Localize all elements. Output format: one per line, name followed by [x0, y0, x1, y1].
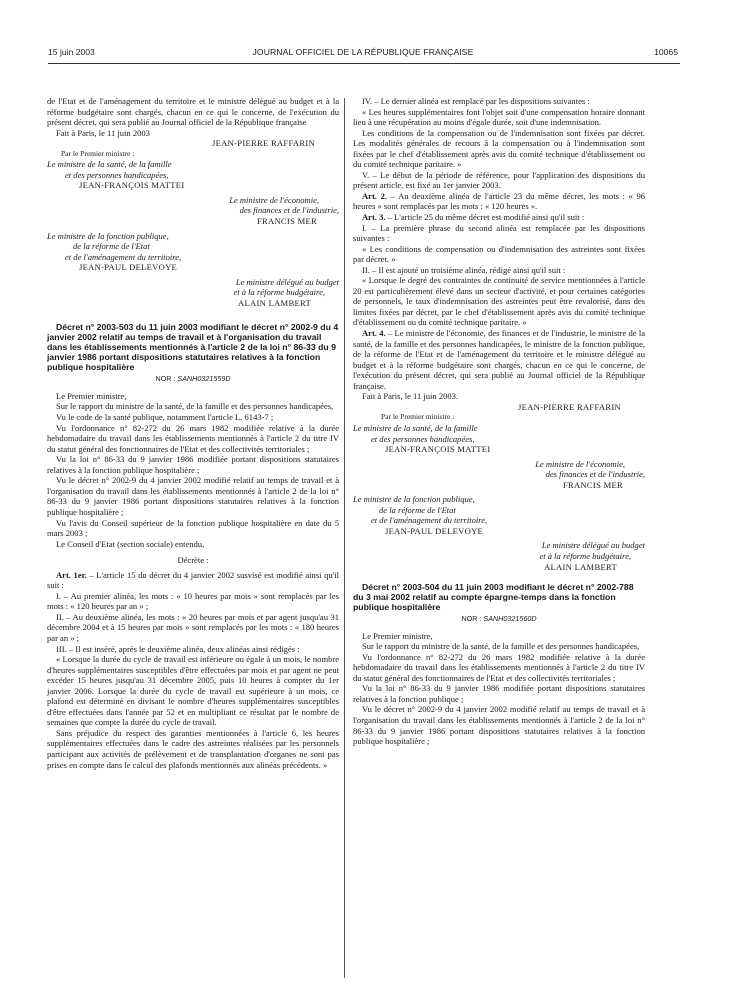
- par-premier-ministre-2: Par le Premier ministre :: [381, 412, 455, 422]
- nor-line-2: [353, 614, 645, 625]
- article-1-v: V. – Le début de la période de référence, pour l'application des dispositions du présent article, est fixé au 1er janvier 2003.: [353, 169, 645, 191]
- article-4: [353, 328, 645, 391]
- par-premier-ministre: Par le Premier ministre :: [61, 148, 135, 158]
- header-date: 15 juin 2003: [48, 47, 95, 57]
- article-3-i: I. – La première phrase du second alinéa est remplacée par les dispositions suivantes :: [353, 222, 645, 244]
- article-3-text: – L'article 25 du même décret est modifié ainsi qu'il suit :: [385, 212, 585, 223]
- budget-title-1: Le ministre délégué au budget: [235, 276, 339, 287]
- decree-504-title: Décret n° 2003-504 du 11 juin 2003 modifiant le décret n° 2002-788 du 3 mai 2002 relatif au compte épargne-temps dans la fonction publique hospitalière: [353, 582, 634, 613]
- eco-minister-name-2: FRANCIS MER: [562, 479, 623, 490]
- intro-paragraph: de l'Etat et de l'aménagement du territoire et le ministre délégué au budget et à la réforme budgétaire sont chargés, chacun en ce qui le concerne, de l'exécution du présent décret, qui sera publié au Journal officiel de la République française: [47, 96, 339, 128]
- header-journal-title: JOURNAL OFFICIEL DE LA RÉPUBLIQUE FRANÇAISE: [252, 47, 474, 57]
- sante-title-1: Le ministre de la santé, de la famille: [47, 159, 172, 170]
- right-column: [353, 96, 645, 747]
- article-3: [353, 212, 645, 223]
- budget-minister-name: ALAIN LAMBERT: [238, 297, 311, 308]
- eco-minister-name: FRANCIS MER: [256, 216, 317, 227]
- visa-code-sante: Vu le code de la santé publique, notamment l'article L. 6143-7 ;: [56, 412, 274, 423]
- article-1: [47, 570, 339, 591]
- fp-title-1-2: Le ministre de la fonction publique,: [353, 494, 475, 505]
- budget-title-2-2: et à la réforme budgétaire,: [539, 550, 631, 561]
- budget-minister-name-2: ALAIN LAMBERT: [544, 561, 617, 572]
- nor-code: SANH0321559D: [177, 374, 231, 384]
- budget-title-2: et à la réforme budgétaire,: [233, 287, 325, 298]
- signing-date-2: Fait à Paris, le 11 juin 2003.: [362, 391, 459, 402]
- article-1-text: – L'article 15 du décret du 4 janvier 2002 susvisé est modifié ainsi qu'il suit :: [47, 569, 339, 591]
- decree-503-title: Décret n° 2003-503 du 11 juin 2003 modifiant le décret n° 2002-9 du 4 janvier 2002 relatif au temps de travail et à l'organisation du travail dans les établissements mentionnés à l'article 2 de la loi n° 86-33 du 9 janvier 1986 portant dispositions statutaires relatives à la fonction publique hospitalière: [47, 322, 339, 373]
- nor-prefix: NOR :: [155, 374, 176, 384]
- signature-prime-minister-2: JEAN-PIERRE RAFFARIN: [518, 401, 621, 412]
- budget-title-1-2: Le ministre délégué au budget: [541, 540, 645, 551]
- visa-conseil-etat: Le Conseil d'Etat (section sociale) entendu,: [56, 538, 205, 549]
- visa-loi-86-33: Vu la loi n° 86-33 du 9 janvier 1986 modifiée portant dispositions statutaires relatives à la fonction publique hospitalière ;: [47, 454, 339, 475]
- nor-line: [47, 374, 339, 385]
- fp-minister-name-2: JEAN-PAUL DELEVOYE: [385, 525, 484, 536]
- article-1-quote-4: Les conditions de la compensation ou de l'indemnisation sont fixées par décret. Les modalités générales de recours à la compensation ou à l'indemnisation sont fixées par le chef d'établissement après avis du comité technique d'établissement ou du comité technique paritaire. »: [353, 127, 645, 170]
- sante-title-1-2: Le ministre de la santé, de la famille: [353, 422, 478, 433]
- article-1-quote-1: « Lorsque la durée du cycle de travail est inférieure ou égale à un mois, le nombre d'heures supplémentaires susceptibles d'être effectuées par mois et par agent ne peut excéder 15 heures jusqu'au 31 décembre 2005, puis 10 heures à compter du 1er janvier 2006. Lorsque la durée du cycle de travail est supérieure à un mois, ce plafond est déterminé en divisant le nombre d'heures supplémentaires susceptibles d'être effectuées dans l'année par 52 et en multipliant ce résultat par le nombre de semaines que compte la durée du cycle de travail.: [47, 654, 339, 728]
- signing-date: Fait à Paris, le 11 juin 2003: [56, 127, 150, 138]
- nor-prefix-2: NOR :: [461, 614, 482, 624]
- visa-rapport-2: Sur le rapport du ministre de la santé, de la famille et des personnes handicapées,: [362, 641, 640, 652]
- eco-title-2: des finances et de l'industrie,: [239, 205, 339, 216]
- visa-loi-86-33-2: Vu la loi n° 86-33 du 9 janvier 1986 modifiée portant dispositions statutaires relatives à la fonction publique ;: [353, 683, 645, 704]
- visa-decret-2002-9-2: Vu le décret n° 2002-9 du 4 janvier 2002 modifié relatif au temps de travail et à l'organisation du travail dans les établissements mentionnés à l'article 2 de la loi n° 86-33 du 9 janvier 1986 portant dispositions statutaires relatives à la fonction publique hospitalière ;: [353, 704, 645, 747]
- header-rule: [48, 63, 680, 64]
- signature-prime-minister: JEAN-PIERRE RAFFARIN: [212, 138, 315, 149]
- article-3-quote-2: « Lorsque le degré des contraintes de continuité de service mentionnées à l'article 20 est particulièrement élevé dans un secteur d'activité, et pour certaines catégories de personnels, le taux d'indemnisation des astreintes peut être revalorisé, dans des limites fixées par décret, par le chef d'établissement après avis du comité technique d'établissement ou du comité technique paritaire. »: [353, 275, 645, 328]
- article-3-quote-1: « Les conditions de compensation ou d'indemnisation des astreintes sont fixées par décret. »: [353, 243, 645, 265]
- visa-rapport: Sur le rapport du ministre de la santé, de la famille et des personnes handicapées,: [56, 401, 334, 412]
- sante-title-2: et des personnes handicapées,: [65, 169, 169, 180]
- signature-block-1: [47, 138, 339, 308]
- header-page-number: 10065: [654, 47, 678, 57]
- fp-title-3-2: et de l'aménagement du territoire,: [371, 515, 488, 526]
- visa-premier-ministre: Le Premier ministre,: [56, 390, 127, 401]
- fp-minister-name: JEAN-PAUL DELEVOYE: [79, 262, 178, 273]
- column-divider: [344, 98, 345, 978]
- article-1-iii: III. – Il est inséré, après le deuxième alinéa, deux alinéas ainsi rédigés :: [56, 643, 300, 654]
- signature-block-2: [353, 402, 645, 572]
- article-1-quote-2: Sans préjudice du respect des garanties mentionnées à l'article 6, les heures supplémentaires effectuées dans le cadre des astreintes réalisées par les personnels participant aux activités de prélèvement et de transplantation d'organes ne sont pas prises en compte dans le calcul des plafonds mentionnés aux alinéas précédents. »: [47, 727, 339, 770]
- article-2: [353, 191, 645, 212]
- article-4-label: Art. 4.: [362, 328, 386, 339]
- running-header: [48, 47, 678, 61]
- eco-title-1: Le ministre de l'économie,: [229, 194, 319, 205]
- fp-title-2-2: de la réforme de l'Etat: [379, 504, 456, 515]
- fp-title-2: de la réforme de l'Etat: [73, 241, 150, 252]
- article-1-i: I. – Au premier alinéa, les mots : « 10 heures par mois » sont remplacés par les mots : « 120 heures par an » ;: [47, 590, 339, 612]
- fp-title-3: et de l'aménagement du territoire,: [65, 251, 182, 262]
- sante-title-2-2: et des personnes handicapées,: [371, 433, 475, 444]
- visa-premier-ministre-2: Le Premier ministre,: [362, 630, 433, 641]
- article-3-ii: II. – Il est ajouté un troisième alinéa, rédigé ainsi qu'il suit :: [362, 264, 566, 275]
- visa-decret-2002-9: Vu le décret n° 2002-9 du 4 janvier 2002 modifié relatif au temps de travail et à l'organisation du travail dans les établissements mentionnés à l'article 2 de la loi n° 86-33 du 9 janvier 1986 portant dispositions statutaires relatives à la fonction publique hospitalière ;: [47, 475, 339, 517]
- decrete-heading: Décrète :: [177, 555, 209, 566]
- visa-ordonnance: Vu l'ordonnance n° 82-272 du 26 mars 1982 modifiée relative à la durée hebdomadaire du travail dans les établissements mentionnés à l'article 2 du titre IV du statut général des fonctionnaires de l'Etat et des collectivités territoriales ;: [47, 422, 339, 454]
- article-1-ii: II. – Au deuxième alinéa, les mots : « 20 heures par mois et par agent jusqu'au 31 décembre 2004 et à 15 heures par mois » sont remplacés par les mots : « 180 heures par an » ;: [47, 611, 339, 643]
- article-2-text: – Au deuxième alinéa de l'article 23 du même décret, les mots : « 96 heures » sont remplacés par les mots : « 120 heures ».: [353, 190, 645, 212]
- left-column: [47, 96, 339, 770]
- eco-title-2-2: des finances et de l'industrie,: [545, 469, 645, 480]
- article-4-text: – Le ministre de l'économie, des finances et de l'industrie, le ministre de la santé, de la famille et des personnes handicapées, le ministre de la fonction publique, de la réforme de l'Etat et de l'aménagement du territoire et le ministre délégué au budget et à la réforme budgétaire sont chargés, chacun en ce qui le concerne, de l'exécution du présent décret, qui sera publié au Journal officiel de la République française.: [353, 328, 645, 391]
- nor-code-2: SANH0321560D: [483, 614, 537, 624]
- visa-conseil-superieur: Vu l'avis du Conseil supérieur de la fonction publique hospitalière en date du 5 mars 2003 ;: [47, 517, 339, 539]
- article-3-label: Art. 3.: [362, 212, 386, 223]
- eco-title-1-2: Le ministre de l'économie,: [535, 458, 625, 469]
- sante-minister-name: JEAN-FRANÇOIS MATTEI: [79, 180, 185, 191]
- visa-ordonnance-2: Vu l'ordonnance n° 82-272 du 26 mars 1982 modifiée relative à la durée hebdomadaire du travail dans les établissements mentionnés à l'article 2 du titre IV du statut général des fonctionnaires de l'Etat et des collectivités territoriales ;: [353, 651, 645, 683]
- article-1-label: Art. 1er.: [56, 569, 87, 580]
- sante-minister-name-2: JEAN-FRANÇOIS MATTEI: [385, 444, 491, 455]
- article-1-quote-3: « Les heures supplémentaires font l'objet soit d'une compensation horaire donnant lieu à une récupération au moins d'égale durée, soit d'une indemnisation.: [353, 106, 645, 128]
- article-2-label: Art. 2.: [362, 190, 387, 201]
- article-1-iv: IV. – Le dernier alinéa est remplacé par les dispositions suivantes :: [362, 96, 590, 106]
- fp-title-1: Le ministre de la fonction publique,: [47, 230, 169, 241]
